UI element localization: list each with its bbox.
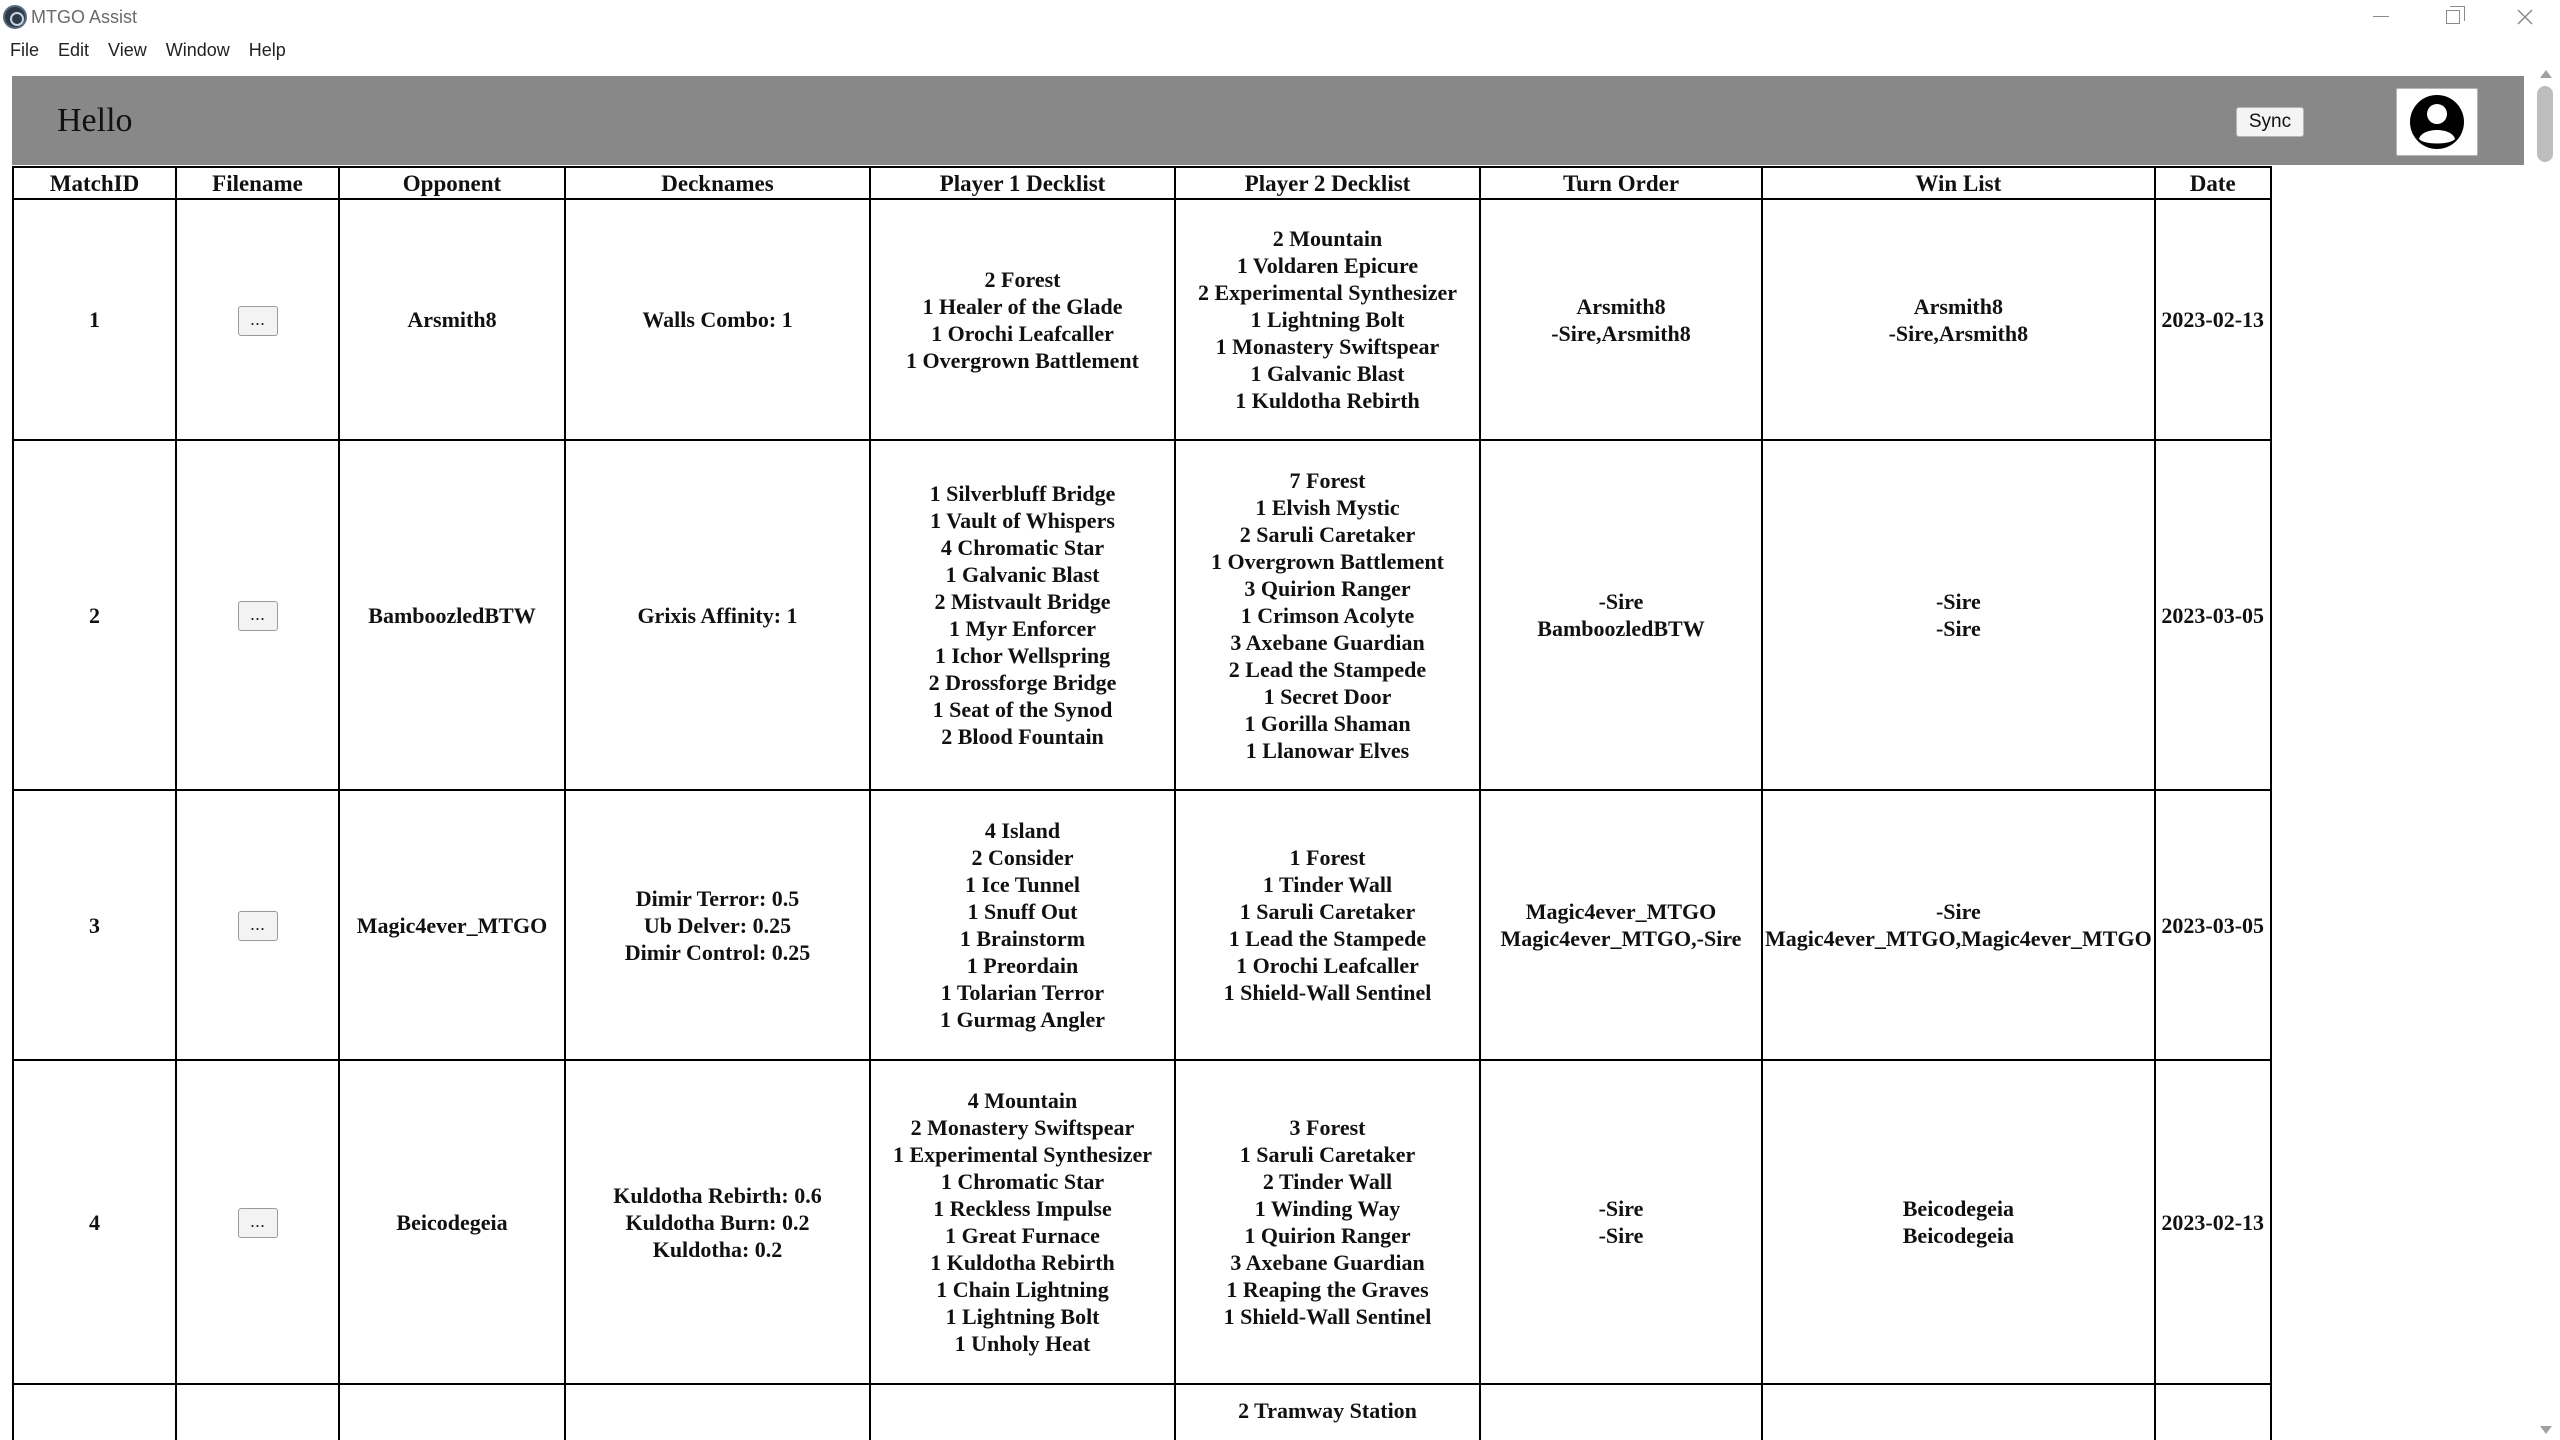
column-header-player1-decklist[interactable]: Player 1 Decklist bbox=[870, 167, 1175, 199]
table-header-row bbox=[13, 167, 2271, 199]
column-header-date[interactable]: Date bbox=[2155, 167, 2271, 199]
cell-turn-order bbox=[1480, 790, 1762, 1060]
cell-match-id: 4 bbox=[13, 1060, 176, 1384]
user-avatar-icon bbox=[2408, 93, 2466, 151]
cell-win-list-line: -Sire bbox=[1935, 899, 1981, 924]
cell-player1-decklist-line: 1 Kuldotha Rebirth bbox=[930, 1250, 1115, 1275]
open-file-button[interactable]: ... bbox=[238, 601, 278, 631]
table-row bbox=[13, 1384, 2271, 1440]
cell-decknames bbox=[565, 1060, 870, 1384]
cell-player2-decklist-line: 1 Voldaren Epicure bbox=[1236, 253, 1419, 278]
cell-decknames-line: Kuldotha Burn: 0.2 bbox=[625, 1209, 810, 1235]
cell-player1-decklist-line: 1 Chain Lightning bbox=[936, 1277, 1109, 1302]
cell-match-id: 1 bbox=[13, 199, 176, 440]
cell-player1-decklist-line: 1 Snuff Out bbox=[967, 899, 1078, 924]
cell-decknames-line: Kuldotha: 0.2 bbox=[652, 1236, 783, 1262]
open-file-button[interactable]: ... bbox=[238, 1208, 278, 1238]
cell-player1-decklist bbox=[870, 440, 1175, 790]
cell-decknames-line: Dimir Terror: 0.5 bbox=[635, 885, 800, 911]
avatar-button[interactable] bbox=[2396, 88, 2478, 156]
cell-player1-decklist-line: 1 Brainstorm bbox=[959, 926, 1086, 951]
cell-player2-decklist-line: 1 Tinder Wall bbox=[1262, 872, 1393, 897]
cell-player1-decklist-line: 4 Chromatic Star bbox=[940, 535, 1105, 560]
cell-opponent: Beicodegeia bbox=[339, 1060, 565, 1384]
cell-player2-decklist-line: 1 Crimson Acolyte bbox=[1240, 602, 1415, 628]
scroll-down-arrow-icon[interactable] bbox=[2540, 1426, 2552, 1434]
minimize-icon bbox=[2373, 16, 2389, 17]
column-header-matchid[interactable]: MatchID bbox=[13, 167, 176, 199]
cell-player1-decklist-line: 2 Blood Fountain bbox=[941, 724, 1104, 749]
cell-player2-decklist bbox=[1175, 440, 1480, 790]
cell-decknames-line: Kuldotha Rebirth: 0.6 bbox=[613, 1182, 822, 1208]
title-bar bbox=[0, 0, 2560, 33]
column-header-win-list[interactable]: Win List bbox=[1762, 167, 2155, 199]
cell-decknames bbox=[565, 440, 870, 790]
cell-filename bbox=[176, 1384, 339, 1440]
cell-decknames bbox=[565, 790, 870, 1060]
cell-player1-decklist bbox=[870, 199, 1175, 440]
cell-player1-decklist-line: 1 Lightning Bolt bbox=[945, 1304, 1100, 1329]
cell-date: 2023-03-05 bbox=[2155, 790, 2271, 1060]
column-header-opponent[interactable]: Opponent bbox=[339, 167, 565, 199]
cell-player1-decklist-line: 1 Gurmag Angler bbox=[940, 1007, 1105, 1032]
cell-win-list-line: Beicodegeia bbox=[1902, 1196, 2014, 1221]
table-row bbox=[13, 440, 2271, 790]
cell-player2-decklist-line: 1 Orochi Leafcaller bbox=[1236, 953, 1419, 978]
menu-file[interactable]: File bbox=[10, 39, 40, 60]
cell-date: 2023-02-13 bbox=[2155, 1060, 2271, 1384]
cell-turn-order-line: Magic4ever_MTGO bbox=[1525, 899, 1717, 924]
column-header-turn-order[interactable]: Turn Order bbox=[1480, 167, 1762, 199]
cell-player1-decklist-line: 2 Drossforge Bridge bbox=[928, 670, 1117, 695]
cell-player1-decklist-line: 2 Forest bbox=[984, 266, 1061, 292]
cell-player2-decklist-line: 2 Tinder Wall bbox=[1262, 1169, 1393, 1194]
cell-turn-order-line: -Sire,Arsmith8 bbox=[1551, 320, 1691, 346]
column-header-decknames[interactable]: Decknames bbox=[565, 167, 870, 199]
cell-filename bbox=[176, 199, 339, 440]
cell-player2-decklist-line: 1 Saruli Caretaker bbox=[1239, 1142, 1416, 1167]
cell-player1-decklist-line: 2 Monastery Swiftspear bbox=[910, 1115, 1135, 1140]
cell-turn-order bbox=[1480, 1384, 1762, 1440]
close-button[interactable] bbox=[2489, 0, 2560, 33]
cell-player2-decklist-line: 2 Tramway Station bbox=[1238, 1398, 1417, 1423]
cell-player2-decklist-line: 2 Lead the Stampede bbox=[1228, 656, 1427, 682]
cell-player1-decklist-line: 1 Preordain bbox=[966, 953, 1079, 978]
cell-player2-decklist-line: 1 Saruli Caretaker bbox=[1239, 899, 1416, 924]
cell-player1-decklist-line: 2 Consider bbox=[971, 845, 1074, 870]
cell-player2-decklist-line: 1 Quirion Ranger bbox=[1244, 1223, 1411, 1248]
cell-win-list-line: Beicodegeia bbox=[1902, 1223, 2014, 1248]
cell-player1-decklist-line: 1 Chromatic Star bbox=[940, 1169, 1105, 1194]
cell-player1-decklist-line: 1 Seat of the Synod bbox=[932, 697, 1113, 722]
close-icon bbox=[2517, 9, 2533, 25]
cell-player2-decklist-line: 1 Llanowar Elves bbox=[1245, 737, 1410, 763]
cell-player1-decklist-line: 1 Healer of the Glade bbox=[922, 293, 1123, 319]
cell-win-list-line: Arsmith8 bbox=[1913, 293, 2003, 319]
cell-player1-decklist-line: 4 Island bbox=[984, 818, 1061, 843]
cell-player1-decklist-line: 1 Silverbluff Bridge bbox=[929, 481, 1116, 506]
cell-opponent: Arsmith8 bbox=[339, 199, 565, 440]
main-content bbox=[12, 76, 2524, 1440]
cell-player1-decklist bbox=[870, 1384, 1175, 1440]
cell-player2-decklist-line: 2 Experimental Synthesizer bbox=[1197, 280, 1458, 305]
cell-player2-decklist-line: 1 Forest bbox=[1289, 845, 1366, 870]
cell-player1-decklist-line: 1 Ice Tunnel bbox=[965, 872, 1080, 897]
cell-win-list-line: Magic4ever_MTGO,Magic4ever_MTGO bbox=[1765, 926, 2152, 951]
cell-filename bbox=[176, 790, 339, 1060]
column-header-player2-decklist[interactable]: Player 2 Decklist bbox=[1175, 167, 1480, 199]
cell-win-list-line: -Sire bbox=[1935, 589, 1981, 614]
menu-window[interactable]: Window bbox=[165, 39, 230, 60]
header-bar bbox=[12, 76, 2524, 165]
menu-edit[interactable]: Edit bbox=[58, 39, 90, 60]
cell-player2-decklist-line: 1 Elvish Mystic bbox=[1255, 494, 1400, 520]
cell-player2-decklist-line: 3 Forest bbox=[1289, 1115, 1366, 1140]
cell-player1-decklist-line: 1 Vault of Whispers bbox=[930, 508, 1115, 533]
cell-player2-decklist bbox=[1175, 1060, 1480, 1384]
cell-decknames-line: Ub Delver: 0.25 bbox=[643, 912, 792, 938]
cell-player2-decklist-line: 1 Shield-Wall Sentinel bbox=[1223, 1304, 1432, 1329]
cell-player1-decklist-line: 1 Orochi Leafcaller bbox=[931, 320, 1114, 346]
cell-player2-decklist-line: 2 Mountain bbox=[1272, 226, 1383, 251]
menu-help[interactable]: Help bbox=[248, 39, 286, 60]
cell-win-list bbox=[1762, 790, 2155, 1060]
cell-decknames-line: Grixis Affinity: 1 bbox=[637, 602, 798, 628]
cell-decknames-line: Walls Combo: 1 bbox=[642, 307, 793, 332]
mtgo-logo-icon bbox=[3, 5, 27, 29]
cell-player2-decklist-line: 1 Overgrown Battlement bbox=[1211, 548, 1444, 574]
cell-win-list bbox=[1762, 440, 2155, 790]
cell-player2-decklist-line: 1 Kuldotha Rebirth bbox=[1235, 388, 1420, 413]
cell-player1-decklist-line: 1 Overgrown Battlement bbox=[906, 347, 1139, 373]
cell-player1-decklist-line: 1 Tolarian Terror bbox=[940, 980, 1105, 1005]
cell-player2-decklist-line: 7 Forest bbox=[1289, 467, 1366, 493]
cell-turn-order bbox=[1480, 440, 1762, 790]
table-row bbox=[13, 1060, 2271, 1384]
cell-player2-decklist-line: 1 Reaping the Graves bbox=[1226, 1277, 1429, 1302]
cell-win-list bbox=[1762, 1384, 2155, 1440]
cell-turn-order bbox=[1480, 199, 1762, 440]
cell-opponent: Magic4ever_MTGO bbox=[339, 790, 565, 1060]
cell-player2-decklist-line: 3 Quirion Ranger bbox=[1244, 575, 1411, 601]
cell-match-id: 2 bbox=[13, 440, 176, 790]
cell-player1-decklist-line: 4 Mountain bbox=[967, 1088, 1078, 1113]
cell-player1-decklist-line: 2 Mistvault Bridge bbox=[934, 589, 1111, 614]
restore-button[interactable] bbox=[2417, 0, 2489, 33]
cell-player2-decklist-line: 1 Galvanic Blast bbox=[1250, 361, 1405, 386]
sync-button[interactable]: Sync bbox=[2236, 107, 2304, 137]
cell-match-id: 3 bbox=[13, 790, 176, 1060]
cell-player2-decklist-line: 1 Lightning Bolt bbox=[1250, 307, 1405, 332]
cell-player1-decklist-line: 1 Unholy Heat bbox=[954, 1331, 1091, 1356]
cell-player2-decklist bbox=[1175, 1384, 1480, 1440]
cell-date bbox=[2155, 1384, 2271, 1440]
cell-turn-order-line: Arsmith8 bbox=[1576, 293, 1666, 319]
cell-win-list bbox=[1762, 1060, 2155, 1384]
cell-win-list-line: -Sire bbox=[1935, 616, 1981, 641]
cell-player2-decklist-line: 3 Axebane Guardian bbox=[1230, 1250, 1425, 1275]
cell-player1-decklist-line: 1 Myr Enforcer bbox=[948, 616, 1097, 641]
vertical-scrollbar[interactable] bbox=[2530, 66, 2560, 1440]
minimize-button[interactable] bbox=[2345, 0, 2417, 33]
cell-turn-order-line: BamboozledBTW bbox=[1537, 616, 1705, 641]
menu-view[interactable]: View bbox=[108, 39, 147, 60]
cell-player2-decklist-line: 1 Winding Way bbox=[1254, 1196, 1401, 1221]
cell-player2-decklist bbox=[1175, 199, 1480, 440]
cell-match-id bbox=[13, 1384, 176, 1440]
menu-bar bbox=[0, 33, 2560, 66]
cell-player2-decklist-line: 1 Gorilla Shaman bbox=[1244, 710, 1411, 736]
cell-win-list-line: -Sire,Arsmith8 bbox=[1888, 320, 2029, 346]
cell-player2-decklist-line: 1 Monastery Swiftspear bbox=[1215, 334, 1440, 359]
open-file-button[interactable]: ... bbox=[238, 306, 278, 336]
cell-opponent: BamboozledBTW bbox=[339, 440, 565, 790]
cell-turn-order-line: Magic4ever_MTGO,-Sire bbox=[1500, 926, 1742, 951]
cell-date: 2023-03-05 bbox=[2155, 440, 2271, 790]
table-row bbox=[13, 790, 2271, 1060]
cell-player2-decklist-line: 1 Secret Door bbox=[1263, 683, 1392, 709]
restore-icon bbox=[2446, 10, 2460, 24]
cell-turn-order bbox=[1480, 1060, 1762, 1384]
cell-player1-decklist bbox=[870, 1060, 1175, 1384]
cell-player2-decklist-line: 2 Saruli Caretaker bbox=[1239, 521, 1416, 547]
cell-decknames-line: Dimir Control: 0.25 bbox=[624, 939, 811, 965]
cell-player1-decklist-line: 1 Reckless Impulse bbox=[933, 1196, 1112, 1221]
cell-player1-decklist-line: 1 Ichor Wellspring bbox=[934, 643, 1111, 668]
cell-turn-order-line: -Sire bbox=[1598, 1196, 1644, 1221]
cell-filename bbox=[176, 440, 339, 790]
scrollbar-thumb[interactable] bbox=[2537, 86, 2553, 162]
cell-player1-decklist-line: 1 Experimental Synthesizer bbox=[892, 1142, 1153, 1167]
cell-player1-decklist-line: 1 Great Furnace bbox=[945, 1223, 1100, 1248]
table-row bbox=[13, 199, 2271, 440]
cell-turn-order-line: -Sire bbox=[1598, 589, 1644, 614]
cell-player1-decklist-line: 1 Galvanic Blast bbox=[945, 562, 1100, 587]
cell-date: 2023-02-13 bbox=[2155, 199, 2271, 440]
cell-player2-decklist-line: 3 Axebane Guardian bbox=[1230, 629, 1425, 655]
cell-decknames bbox=[565, 199, 870, 440]
column-header-filename[interactable]: Filename bbox=[176, 167, 339, 199]
match-table bbox=[12, 166, 2272, 1440]
cell-filename bbox=[176, 1060, 339, 1384]
window-title: MTGO Assist bbox=[31, 7, 138, 27]
cell-player1-decklist bbox=[870, 790, 1175, 1060]
cell-player2-decklist bbox=[1175, 790, 1480, 1060]
cell-player2-decklist-line: 1 Lead the Stampede bbox=[1228, 926, 1427, 951]
scroll-up-arrow-icon[interactable] bbox=[2540, 70, 2552, 78]
cell-turn-order-line: -Sire bbox=[1598, 1223, 1644, 1248]
cell-win-list bbox=[1762, 199, 2155, 440]
cell-player2-decklist-line: 1 Shield-Wall Sentinel bbox=[1223, 980, 1432, 1005]
cell-decknames bbox=[565, 1384, 870, 1440]
cell-opponent bbox=[339, 1384, 565, 1440]
open-file-button[interactable]: ... bbox=[238, 911, 278, 941]
greeting: Hello bbox=[57, 102, 133, 139]
